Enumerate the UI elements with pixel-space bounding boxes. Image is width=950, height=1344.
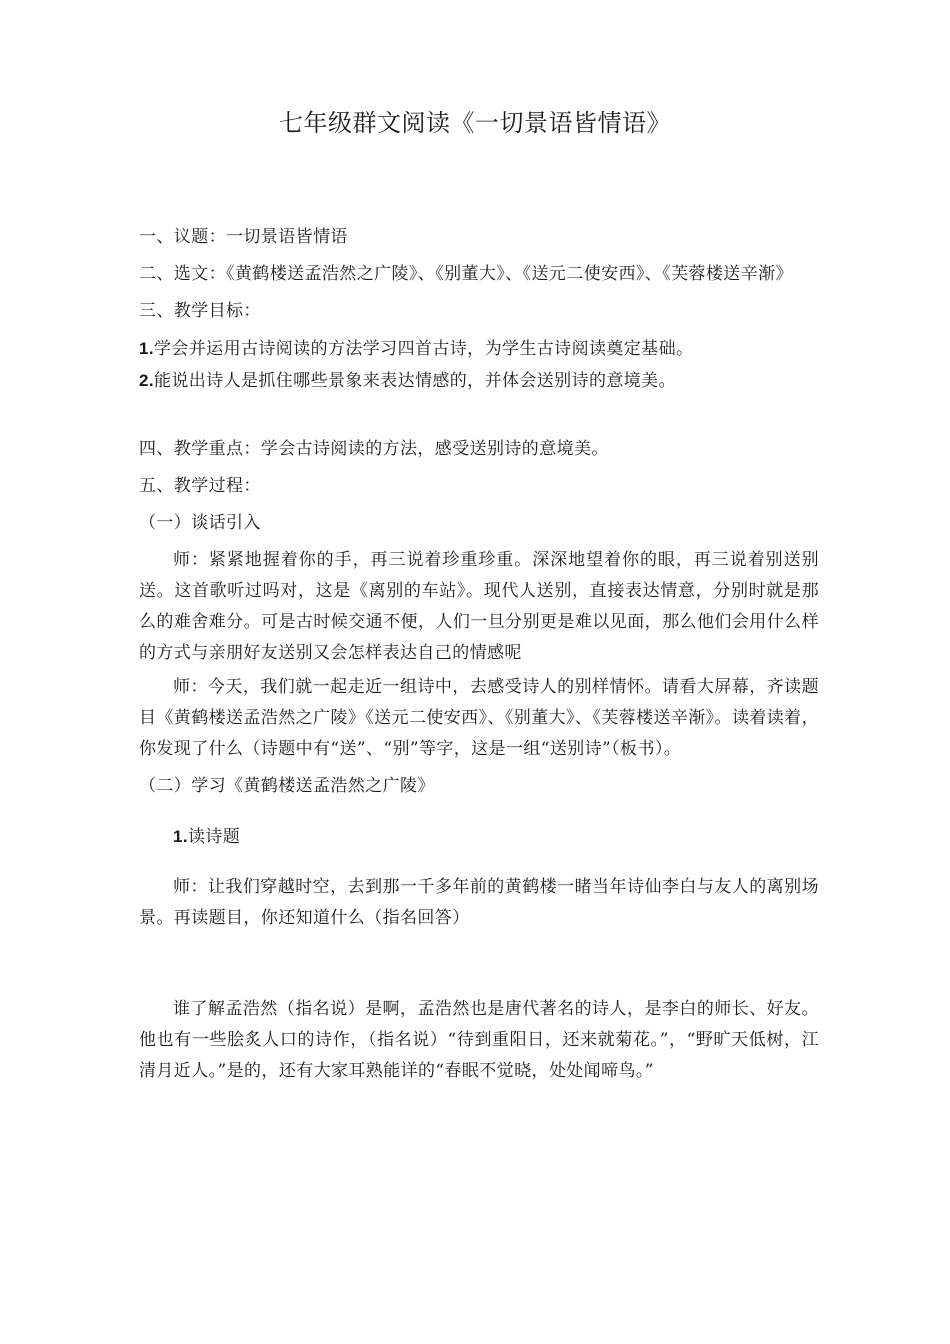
paragraph-intro-2: 师：今天，我们就一起走近一组诗中，去感受诗人的别样情怀。请看大屏幕，齐读题目《黄鹤楼送孟浩然之广陵》《送元二使安西》、《别董大》、《芙蓉楼送辛渐》。读着读着，你发现了什么（诗题中有“送”、“别”等字，这是一组“送别诗”（板书）。 <box>139 677 819 759</box>
section-topic: 一、议题：一切景语皆情语 <box>139 227 348 247</box>
subsection-introduction: （一）谈话引入 <box>139 513 261 533</box>
goal-number: 1. <box>139 339 154 358</box>
goal-number: 2. <box>139 371 154 390</box>
document-title: 七年级群文阅读《一切景语皆情语》 <box>279 109 671 137</box>
paragraph-huanghelou-1: 师：让我们穿越时空，去到那一千多年前的黄鹤楼一睹当年诗仙李白与友人的离别场景。再读题目，你还知道什么（指名回答） <box>139 877 819 928</box>
paragraph-menghaoran: 谁了解孟浩然（指名说）是啊，孟浩然也是唐代著名的诗人，是李白的师长、好友。他也有一些脍炙人口的诗作，（指名说）“待到重阳日，还来就菊花。”，“野旷天低树，江清月近人。”是的，还有大家耳熟能详的“春眠不觉晓，处处闻啼鸟。” <box>139 999 819 1081</box>
section-selected-texts: 二、选文：《黄鹤楼送孟浩然之广陵》、《别董大》、《送元二使安西》、《芙蓉楼送辛渐》 <box>139 264 793 284</box>
goal-text: 能说出诗人是抓住哪些景象来表达情感的，并体会送别诗的意境美。 <box>153 371 676 391</box>
paragraph-intro-1: 师：紧紧地握着你的手，再三说着珍重珍重。深深地望着你的眼，再三说着别送别送。这首歌听过吗对，这是《离别的车站》。现代人送别，直接表达情意，分别时就是那么的难舍难分。可是古时候交通不便，人们一旦分别更是难以见面，那么他们会用什么样的方式与亲朋好友送别又会怎样表达自己的情感呢 <box>139 550 819 663</box>
step-read-title <box>139 821 819 853</box>
step-text: 读诗题 <box>187 827 241 847</box>
section-key-points: 四、教学重点：学会古诗阅读的方法，感受送别诗的意境美。 <box>139 439 609 459</box>
goal-item <box>139 365 819 397</box>
section-teaching-process: 五、教学过程： <box>139 476 261 496</box>
section-teaching-goals: 三、教学目标： <box>139 301 261 321</box>
goal-text: 学会并运用古诗阅读的方法学习四首古诗，为学生古诗阅读奠定基础。 <box>153 339 694 359</box>
step-number: 1. <box>173 827 188 846</box>
goal-item <box>139 333 819 365</box>
subsection-huanghelou: （二）学习《黄鹤楼送孟浩然之广陵》 <box>139 776 435 796</box>
document-body <box>139 222 819 1087</box>
